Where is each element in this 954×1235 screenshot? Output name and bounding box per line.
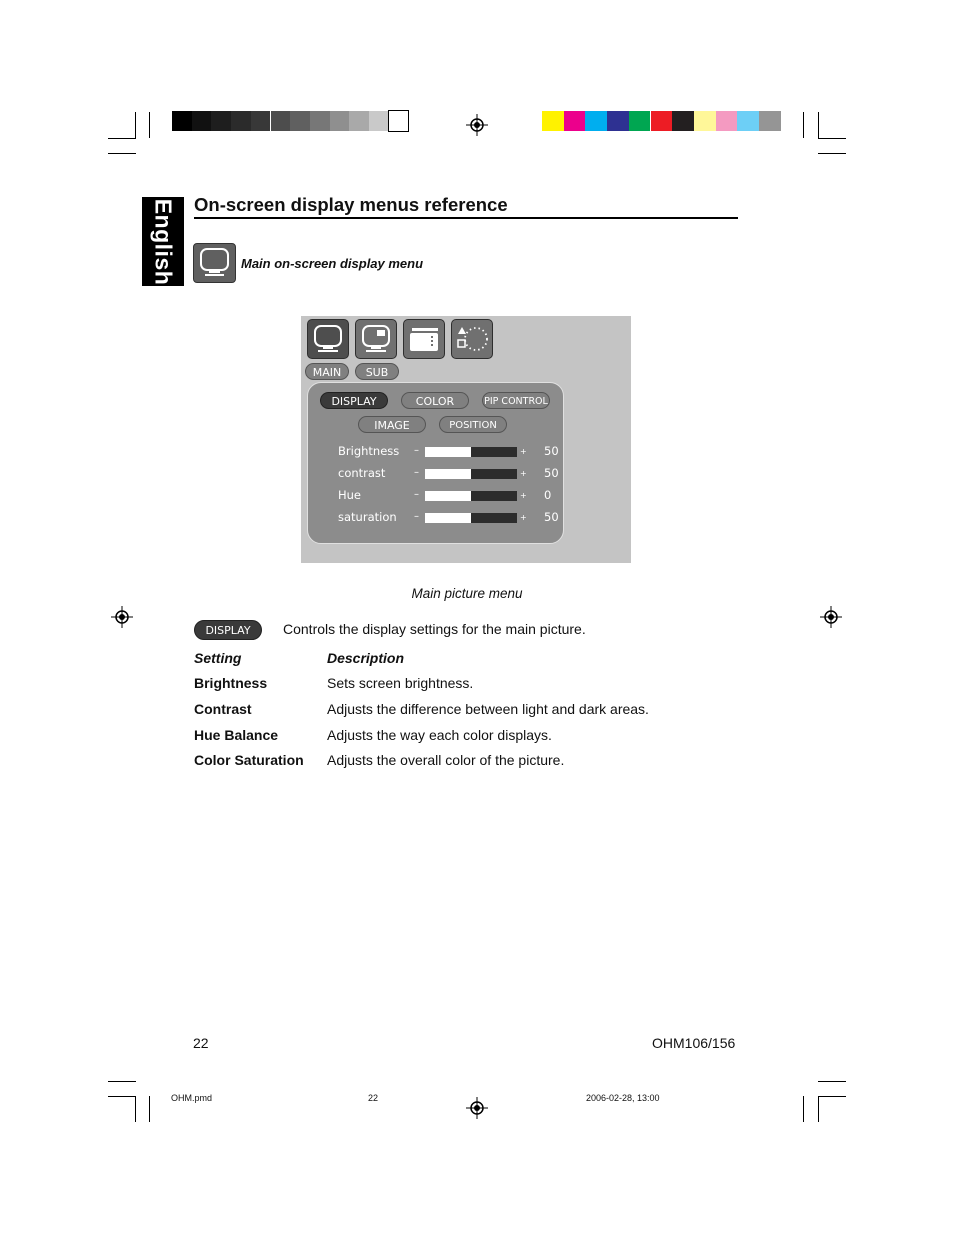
pip-control-button[interactable]: PIP CONTROL — [482, 392, 550, 409]
crop-mark — [108, 1096, 136, 1097]
slider-increase[interactable]: + — [520, 513, 527, 522]
registration-mark-icon — [466, 114, 488, 136]
crop-mark — [135, 1096, 136, 1122]
slider-value: 0 — [544, 488, 552, 502]
osd-menu-screenshot — [301, 316, 631, 563]
color-swatch — [349, 111, 369, 131]
hue-slider[interactable] — [425, 491, 517, 501]
color-swatch — [629, 111, 651, 131]
table-row-setting: Brightness — [194, 675, 268, 691]
color-swatch — [542, 111, 564, 131]
table-row-setting: Color Saturation — [194, 752, 304, 768]
table-row-description: Adjusts the way each color displays. — [327, 727, 552, 743]
slider-value: 50 — [544, 466, 559, 480]
color-swatch — [694, 111, 716, 131]
contrast-slider[interactable] — [425, 469, 517, 479]
slider-label-saturation: saturation — [338, 510, 397, 524]
color-swatch — [290, 111, 310, 131]
crop-mark — [818, 138, 846, 139]
slider-fill — [425, 513, 471, 523]
color-swatch — [564, 111, 586, 131]
color-swatch — [369, 111, 389, 131]
crop-mark — [818, 153, 846, 154]
slider-value: 50 — [544, 510, 559, 524]
crop-mark — [818, 1096, 846, 1097]
slug-file: OHM.pmd — [171, 1093, 213, 1103]
page-title: On-screen display menus reference — [194, 194, 508, 215]
slider-fill — [425, 491, 471, 501]
pip-monitor-icon[interactable] — [355, 319, 397, 359]
crop-mark — [818, 112, 819, 138]
crop-mark — [135, 112, 136, 138]
osd-settings-panel — [307, 382, 564, 544]
language-tab — [142, 197, 184, 286]
color-swatch — [389, 111, 409, 131]
tab-sub[interactable]: SUB — [355, 363, 399, 380]
registration-mark-icon — [466, 1097, 488, 1119]
color-swatch — [651, 111, 673, 131]
slider-label-contrast: contrast — [338, 466, 386, 480]
crop-mark — [818, 1081, 846, 1082]
table-row-description: Adjusts the overall color of the picture. — [327, 752, 565, 768]
slider-value: 50 — [544, 444, 559, 458]
crop-mark — [818, 1096, 819, 1122]
color-swatch — [716, 111, 738, 131]
table-header-description: Description — [327, 650, 405, 666]
color-swatch — [737, 111, 759, 131]
crop-mark — [108, 1081, 136, 1082]
figure-caption: Main picture menu — [411, 586, 523, 601]
slider-decrease[interactable]: – — [414, 445, 419, 456]
monitor-icon[interactable] — [307, 319, 349, 359]
registration-mark-icon — [111, 606, 133, 628]
model-number: OHM106/156 — [652, 1035, 736, 1051]
slider-label-brightness: Brightness — [338, 444, 400, 458]
color-swatch — [672, 111, 694, 131]
color-swatch — [192, 111, 212, 131]
crop-mark — [803, 1096, 804, 1122]
display-button: DISPLAY — [194, 620, 262, 640]
color-swatch — [271, 111, 291, 131]
table-row-description: Sets screen brightness. — [327, 675, 474, 691]
display-button[interactable]: DISPLAY — [320, 392, 388, 409]
table-header-setting: Setting — [194, 650, 242, 666]
section-intro: Controls the display settings for the main picture. — [283, 621, 586, 637]
color-swatch — [607, 111, 629, 131]
slug-date: 2006-02-28, 13:00 — [586, 1093, 660, 1103]
brightness-slider[interactable] — [425, 447, 517, 457]
settings-panel-icon[interactable] — [403, 319, 445, 359]
language-tab-label: English — [150, 198, 177, 285]
monitor-icon — [193, 243, 236, 283]
color-swatch — [759, 111, 781, 131]
color-swatch — [211, 111, 231, 131]
table-row-setting: Contrast — [194, 701, 252, 717]
crop-mark — [149, 112, 150, 138]
crop-mark — [149, 1096, 150, 1122]
slider-decrease[interactable]: – — [414, 489, 419, 500]
slider-increase[interactable]: + — [520, 469, 527, 478]
table-row-description: Adjusts the difference between light and dark areas. — [327, 701, 649, 717]
slider-decrease[interactable]: – — [414, 467, 419, 478]
color-swatch — [172, 111, 192, 131]
slider-fill — [425, 447, 471, 457]
color-swatch — [231, 111, 251, 131]
position-button[interactable]: POSITION — [439, 416, 507, 433]
color-swatch — [585, 111, 607, 131]
tab-main[interactable]: MAIN — [305, 363, 349, 380]
slider-decrease[interactable]: – — [414, 511, 419, 522]
saturation-slider[interactable] — [425, 513, 517, 523]
slider-label-hue: Hue — [338, 488, 362, 502]
slider-fill — [425, 469, 471, 479]
crop-mark — [803, 112, 804, 138]
pip-position-icon[interactable] — [451, 319, 493, 359]
color-swatch — [330, 111, 350, 131]
slider-increase[interactable]: + — [520, 447, 527, 456]
image-button[interactable]: IMAGE — [358, 416, 426, 433]
registration-mark-icon — [820, 606, 842, 628]
table-row-setting: Hue Balance — [194, 727, 279, 743]
color-swatch — [310, 111, 330, 131]
crop-mark — [108, 138, 136, 139]
crop-mark — [108, 153, 136, 154]
page-number: 22 — [193, 1035, 209, 1051]
title-rule — [194, 217, 738, 219]
slider-increase[interactable]: + — [520, 491, 527, 500]
section-subtitle: Main on-screen display menu — [241, 256, 424, 271]
slug-page: 22 — [368, 1093, 379, 1103]
color-button[interactable]: COLOR — [401, 392, 469, 409]
color-swatch — [251, 111, 271, 131]
